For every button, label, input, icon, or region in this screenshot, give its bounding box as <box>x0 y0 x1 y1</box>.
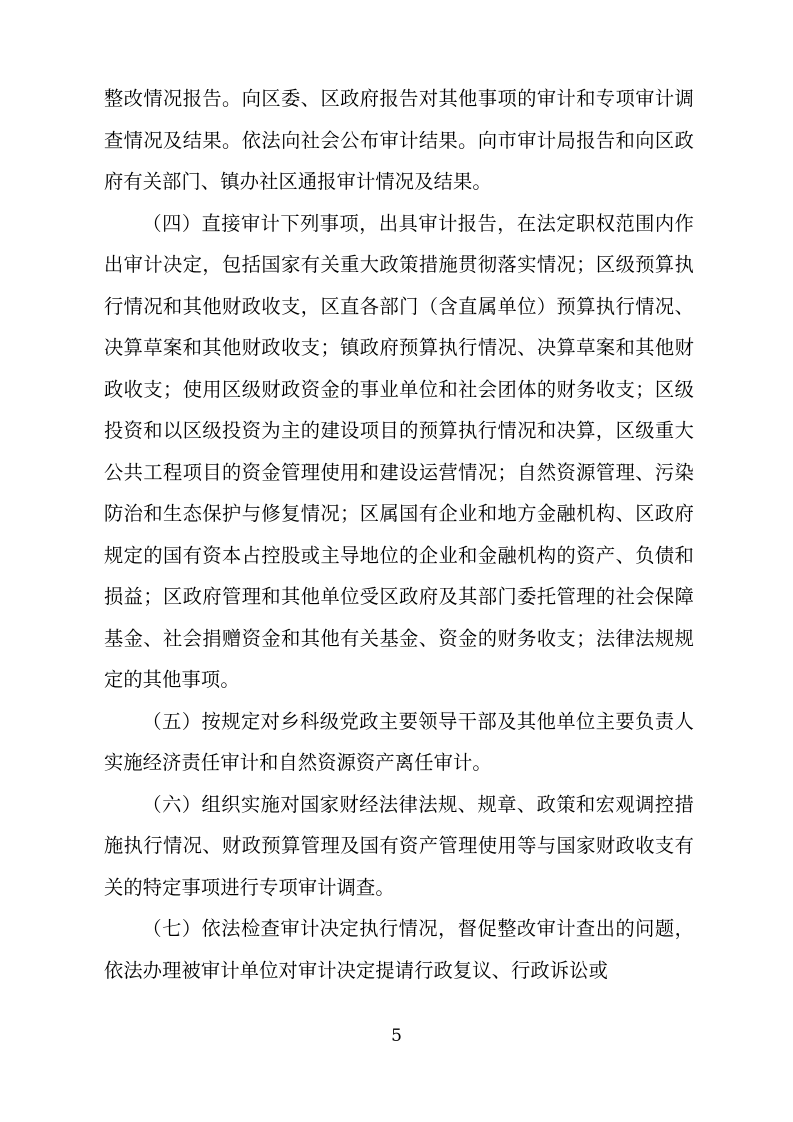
paragraph-continuation: 整改情况报告。向区委、区政府报告对其他事项的审计和专项审计调查情况及结果。依法向社会公布审计结果。向市审计局报告和向区政府有关部门、镇办社区通报审计情况及结果。 <box>104 87 694 193</box>
paragraph-item-4: （四）直接审计下列事项，出具审计报告，在法定职权范围内作出审计决定，包括国家有关重大政策措施贯彻落实情况；区级预算执行情况和其他财政收支，区直各部门（含直属单位）预算执行情况、决算草案和其他财政收支；镇政府预算执行情况、决算草案和其他财政收支；使用区级财政资金的事业单位和社会团体的财务收支；区级投资和以区级投资为主的建设项目的预算执行情况和决算，区级重大公共工程项目的资金管理使用和建设运营情况；自然资源管理、污染防治和生态保护与修复情况；区属国有企业和地方金融机构、区政府规定的国有资本占控股或主导地位的企业和金融机构的资产、负债和损益；区政府管理和其他单位受区政府及其部门委托管理的社会保障基金、社会捐赠资金和其他有关基金、资金的财务收支；法律法规规定的其他事项。 <box>104 211 694 691</box>
paragraph-item-6: （六）组织实施对国家财经法律法规、规章、政策和宏观调控措施执行情况、财政预算管理及国有资产管理使用等与国家财政收支有关的特定事项进行专项审计调查。 <box>104 792 694 899</box>
page-number: 5 <box>391 1026 402 1046</box>
page-body <box>104 78 694 991</box>
paragraph-item-5: （五）按规定对乡科级党政主要领导干部及其他单位主要负责人实施经济责任审计和自然资源资产离任审计。 <box>104 709 694 774</box>
paragraph-item-7: （七）依法检查审计决定执行情况，督促整改审计查出的问题，依法办理被审计单位对审计决定提请行政复议、行政诉讼或 <box>104 917 694 982</box>
